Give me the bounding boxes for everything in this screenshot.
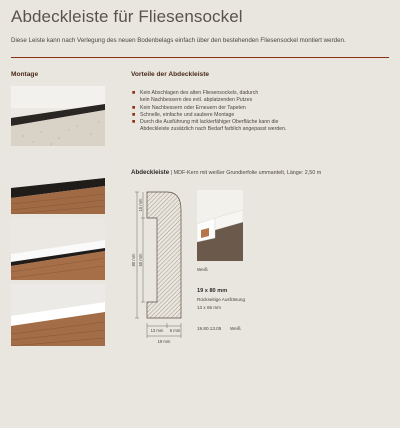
variant-cutout-size: 13 x 65 mm: [197, 305, 221, 310]
product-spec: | MDF-Kern mit weißer Grundierfolie ummantelt, Länge: 2,50 m: [169, 170, 322, 176]
list-item: ■ Durch die Ausführung mit lackierfähiger Oberfläche kann die Abdeckleiste zusätzlich nach Bedarf farblich angepasst werden.: [132, 119, 287, 133]
variant-code: 19.80.13.05: [197, 326, 222, 331]
montage-photo-4: [11, 284, 105, 346]
product-description: [131, 169, 321, 176]
variant-size: 19 x 80 mm: [197, 288, 228, 294]
montage-photo-1: [11, 86, 105, 146]
vorteile-list: [131, 90, 371, 134]
bullet-icon: ■: [132, 104, 136, 111]
intro-text: Diese Leiste kann nach Verlegung des neuen Bodenbelags einfach über den bestehenden Fliesensockel montiert werden.: [11, 37, 346, 44]
bullet-icon: ■: [132, 119, 136, 126]
bullet-icon: ■: [132, 111, 136, 118]
variant-cutout: Rückseitige Ausfräsung: [197, 297, 246, 302]
montage-heading: Montage: [11, 71, 39, 78]
variant-color: Weiß: [197, 267, 208, 272]
dim-cutout-depth: 13 mm: [150, 328, 164, 333]
divider: [11, 57, 389, 58]
dim-thickness: 19 mm: [157, 339, 171, 344]
list-item: ■ Kein Nachbessern oder Erneuern der Tapeten: [132, 104, 246, 111]
dim-cutout-height: 65 mm: [138, 253, 143, 267]
list-item: ■ Schnelle, einfache und saubere Montage: [132, 111, 235, 118]
bullet-icon: ■: [132, 90, 136, 96]
profile-drawing: [131, 188, 191, 348]
list-item: ■ Kein Abschlagen des alten Fliesensockels, dadurch kein Nachbessern des evtl. abplatzenden Putzes: [132, 90, 259, 104]
product-thumbnail: [197, 190, 243, 261]
montage-photo-2: [11, 150, 105, 214]
dim-height: 80 mm: [131, 253, 136, 267]
dim-top: 15 mm: [138, 198, 143, 212]
variant-code-color: Weiß: [230, 326, 241, 331]
page-title: Abdeckleiste für Fliesensockel: [11, 7, 243, 26]
product-name: Abdeckleiste: [131, 169, 170, 176]
dim-wall: 6 mm: [169, 328, 181, 333]
montage-photo-3: [11, 218, 105, 280]
vorteile-heading: Vorteile der Abdeckleiste: [131, 71, 210, 78]
